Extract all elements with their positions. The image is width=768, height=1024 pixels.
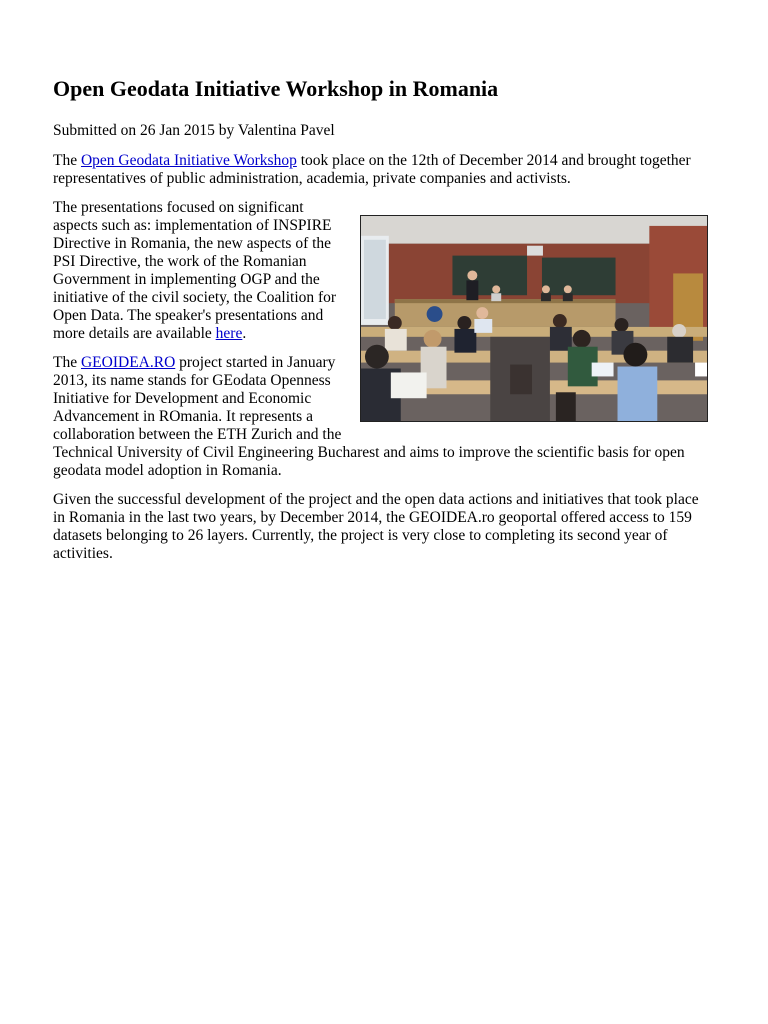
submitted-line: Submitted on 26 Jan 2015 by Valentina Pavel	[53, 122, 335, 139]
geoidea-before: The	[53, 354, 81, 371]
intro-before: The	[53, 152, 81, 169]
paragraph-progress: Given the successful development of the project and the open data actions and initiatives that took place in Romania in the last two years, by December 2014, the GEOIDEA.ro geoportal offered access to 159 datasets belonging to 26 layers. Currently, the project is very close to completing its second year of activities.	[53, 491, 699, 562]
geoidea-after: project started in January 2013, its name stands for GEodata Openness Initiative for Development and Economic Advancement in ROmania. It represents a collaboration between the ETH Zurich and the Technical University of Civil Engineering Bucharest and aims to improve the scientific basis for open geodata model adoption in Romania.	[53, 354, 685, 479]
workshop-photo	[360, 215, 708, 422]
presentations-text: The presentations focused on significant aspects such as: implementation of INSPIRE Directive in Romania, the new aspects of the PSI Directive, the work of the Romanian Government in implementing OGP and the initiative of the civil society, the Coalition for Open Data. The speaker's presentations and more details are available	[53, 199, 337, 342]
article-body	[53, 152, 708, 574]
workshop-photo-image	[361, 216, 707, 421]
geoidea-link[interactable]: GEOIDEA.RO	[80, 354, 176, 371]
presentations-after: .	[242, 325, 247, 342]
here-link[interactable]: here	[215, 325, 243, 342]
intro-after: took place on the 12th of December 2014 and brought together representatives of public administration, academia, private companies and activists.	[53, 152, 691, 187]
workshop-link[interactable]: Open Geodata Initiative Workshop	[80, 152, 297, 169]
page-title: Open Geodata Initiative Workshop in Romania	[53, 76, 499, 101]
paragraph-intro	[53, 152, 708, 188]
